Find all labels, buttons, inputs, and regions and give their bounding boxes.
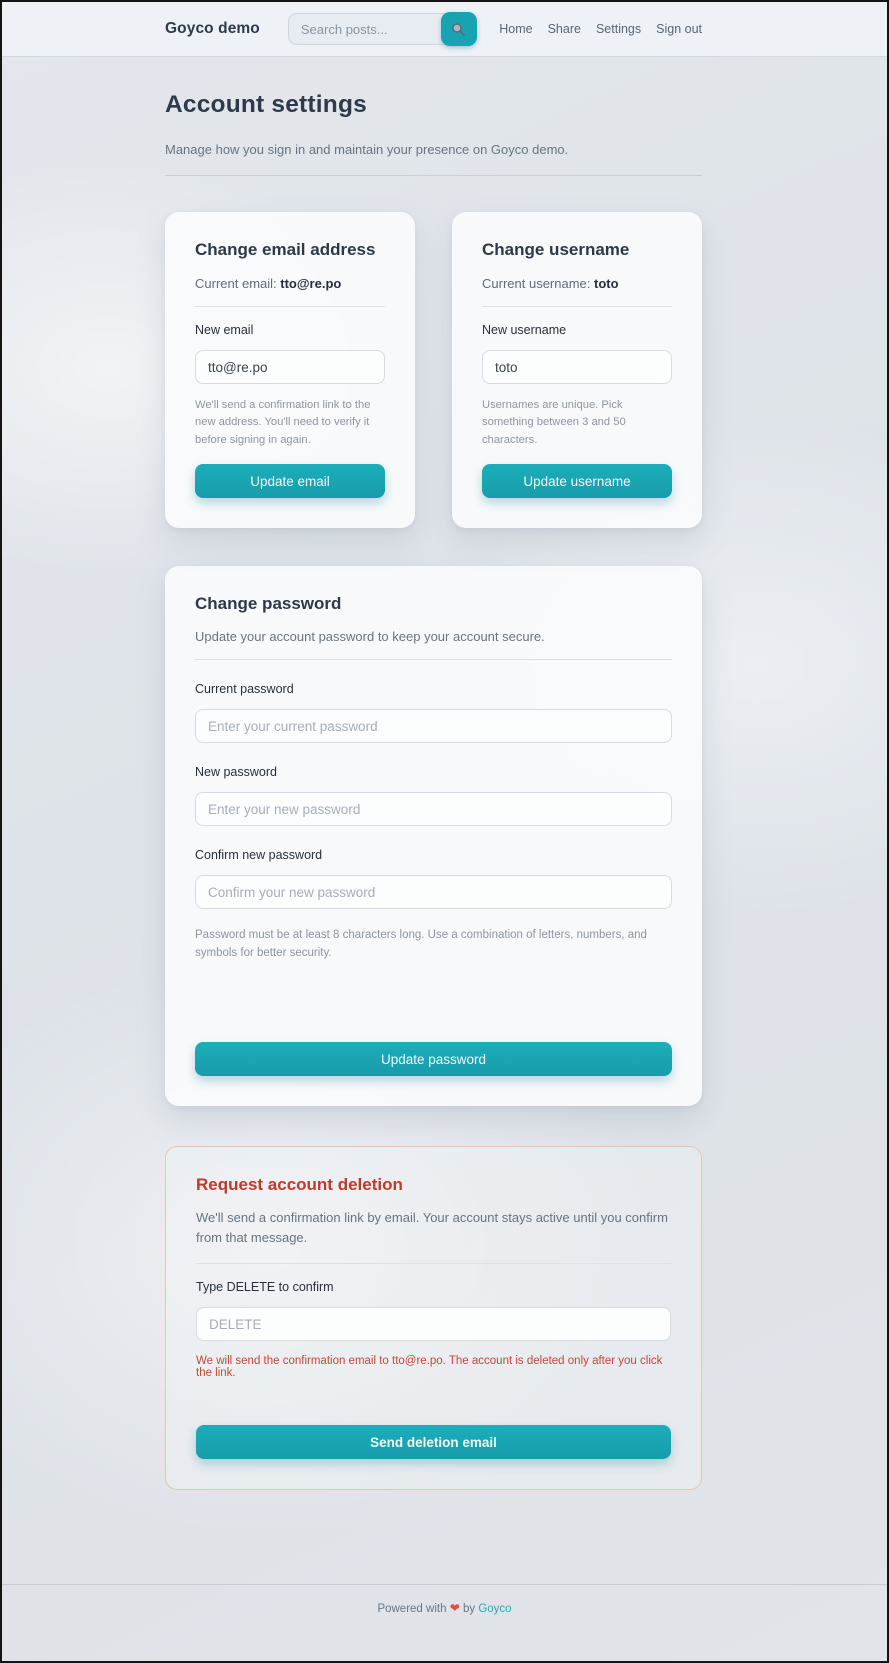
send-deletion-email-button[interactable]: Send deletion email [196, 1425, 671, 1459]
page-subtitle: Manage how you sign in and maintain your presence on Goyco demo. [165, 142, 569, 157]
new-password-label: New password [195, 765, 277, 779]
change-email-title: Change email address [195, 240, 376, 259]
nav-settings[interactable]: Settings [595, 22, 642, 36]
heart-icon: ❤ [449, 1601, 460, 1615]
change-password-subtitle: Update your account password to keep your account secure. [195, 629, 545, 644]
cards-row [165, 212, 702, 528]
change-username-title: Change username [482, 240, 630, 259]
update-username-button[interactable]: Update username [482, 464, 672, 498]
request-deletion-card [165, 1146, 702, 1490]
password-help-text: Password must be at least 8 characters long. Use a combination of letters, numbers, and symbols for better security. [195, 929, 647, 959]
header [2, 2, 887, 57]
card-divider [195, 306, 385, 307]
deletion-warning-text: We will send the confirmation email to tto@re.po. The account is deleted only after you click the link. [196, 1355, 663, 1380]
main-nav [499, 22, 702, 36]
delete-confirm-label: Type DELETE to confirm [196, 1280, 334, 1295]
new-password-input[interactable] [195, 792, 672, 826]
change-password-title: Change password [195, 594, 342, 613]
current-password-input[interactable] [195, 709, 672, 743]
change-email-card [165, 212, 415, 528]
request-deletion-title: Request account deletion [196, 1175, 403, 1194]
delete-confirm-input[interactable] [196, 1307, 671, 1341]
change-username-card [452, 212, 702, 528]
username-help-text: Usernames are unique. Pick something between 3 and 50 characters. [482, 399, 626, 446]
update-password-button[interactable]: Update password [195, 1042, 672, 1076]
card-divider [195, 659, 672, 660]
search-form [288, 12, 477, 46]
footer [2, 1584, 887, 1661]
new-username-label: New username [482, 323, 567, 337]
email-help-text: We'll send a confirmation link to the new address. You'll need to verify it before signing in again. [195, 399, 371, 446]
current-username-line [482, 276, 672, 291]
nav-home[interactable]: Home [499, 22, 533, 36]
confirm-password-label: Confirm new password [195, 848, 323, 862]
goyco-link[interactable]: Goyco [478, 1603, 512, 1615]
change-password-card [165, 566, 702, 1106]
page [2, 2, 887, 1661]
content-container [165, 57, 702, 1490]
current-email-label: Current email: [195, 276, 277, 291]
nav-sign-out[interactable]: Sign out [656, 22, 702, 36]
footer-text: Powered with [377, 1603, 447, 1615]
current-password-label: Current password [195, 682, 294, 696]
deletion-description: We'll send a confirmation link by email. Your account stays active until you confirm from that message. [196, 1210, 668, 1246]
update-email-button[interactable]: Update email [195, 464, 385, 498]
magnifier-icon [451, 22, 466, 37]
header-inner [165, 12, 702, 46]
current-username-label: Current username: [482, 276, 591, 291]
page-title: Account settings [165, 91, 367, 118]
footer-text: by [462, 1603, 476, 1615]
confirm-password-input[interactable] [195, 875, 672, 909]
nav-share[interactable]: Share [547, 22, 581, 36]
brand-logo[interactable]: Goyco demo [165, 20, 260, 37]
current-email-value: tto@re.po [280, 276, 342, 291]
new-email-label: New email [195, 323, 254, 337]
card-divider [196, 1263, 671, 1264]
current-username-value: toto [594, 276, 619, 291]
card-divider [482, 306, 672, 307]
new-username-input[interactable] [482, 350, 672, 384]
search-button[interactable] [441, 12, 477, 46]
main-content [2, 57, 887, 1584]
current-email-line [195, 276, 385, 291]
new-email-input[interactable] [195, 350, 385, 384]
page-divider [165, 175, 702, 176]
